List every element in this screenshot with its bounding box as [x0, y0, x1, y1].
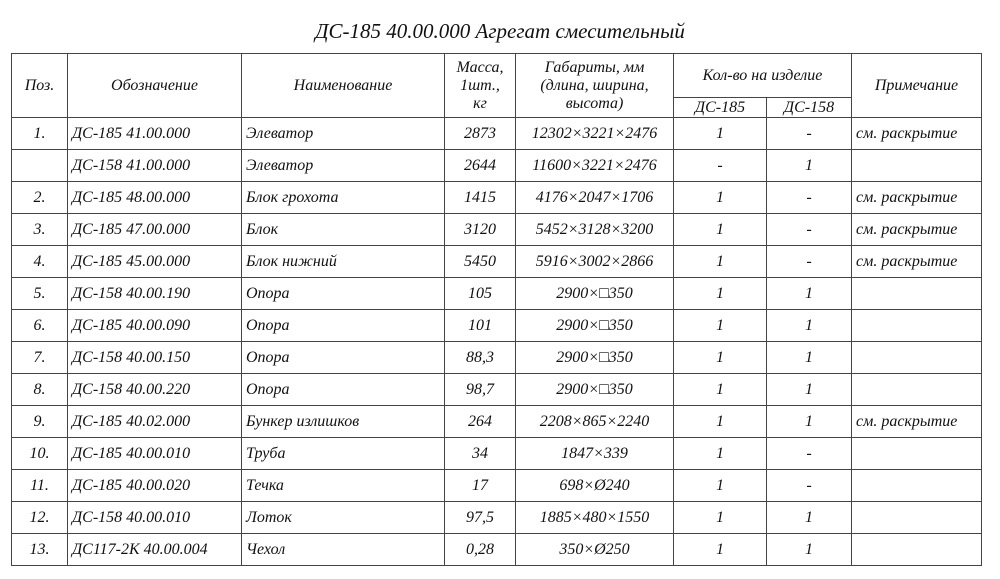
cell-mass: 101	[445, 310, 516, 342]
cell-note	[852, 502, 982, 534]
cell-dimensions: 2900×□350	[516, 310, 674, 342]
cell-note	[852, 534, 982, 566]
cell-note: см. раскрытие	[852, 406, 982, 438]
cell-mass: 0,28	[445, 534, 516, 566]
cell-pos: 1.	[12, 118, 68, 150]
cell-qty-ds185: 1	[674, 406, 767, 438]
cell-designation: ДС117-2К 40.00.004	[68, 534, 242, 566]
cell-dimensions: 12302×3221×2476	[516, 118, 674, 150]
table-row	[12, 278, 982, 310]
cell-pos: 13.	[12, 534, 68, 566]
cell-name: Блок нижний	[242, 246, 445, 278]
header-dimensions-line: Габариты, мм	[544, 58, 645, 76]
cell-designation: ДС-158 40.00.190	[68, 278, 242, 310]
cell-dimensions: 698×Ø240	[516, 470, 674, 502]
cell-name: Элеватор	[242, 150, 445, 182]
cell-pos	[12, 150, 68, 182]
cell-mass: 2873	[445, 118, 516, 150]
cell-name: Блок грохота	[242, 182, 445, 214]
cell-name: Блок	[242, 214, 445, 246]
cell-qty-ds185: 1	[674, 502, 767, 534]
header-dimensions-line: (длина, ширина,	[540, 76, 649, 94]
cell-note	[852, 438, 982, 470]
cell-mass: 105	[445, 278, 516, 310]
cell-pos: 10.	[12, 438, 68, 470]
cell-mass: 97,5	[445, 502, 516, 534]
header-mass-line: кг	[473, 94, 487, 112]
cell-pos: 11.	[12, 470, 68, 502]
table-row	[12, 150, 982, 182]
cell-dimensions: 11600×3221×2476	[516, 150, 674, 182]
table-row	[12, 342, 982, 374]
header-qty-ds185: ДС-185	[674, 98, 767, 118]
header-designation: Обозначение	[68, 54, 242, 118]
specification-table	[11, 53, 982, 566]
table-row	[12, 246, 982, 278]
cell-dimensions: 1847×339	[516, 438, 674, 470]
cell-pos: 6.	[12, 310, 68, 342]
cell-name: Бункер излишков	[242, 406, 445, 438]
cell-qty-ds158: 1	[767, 150, 852, 182]
cell-qty-ds158: 1	[767, 278, 852, 310]
cell-qty-ds158: -	[767, 438, 852, 470]
cell-qty-ds185: 1	[674, 310, 767, 342]
cell-qty-ds158: 1	[767, 534, 852, 566]
table-row	[12, 406, 982, 438]
cell-note	[852, 150, 982, 182]
cell-designation: ДС-158 41.00.000	[68, 150, 242, 182]
header-mass	[445, 54, 516, 118]
cell-note: см. раскрытие	[852, 182, 982, 214]
header-note: Примечание	[852, 54, 982, 118]
table-row	[12, 182, 982, 214]
cell-dimensions: 5916×3002×2866	[516, 246, 674, 278]
cell-mass: 2644	[445, 150, 516, 182]
cell-dimensions: 350×Ø250	[516, 534, 674, 566]
table-row	[12, 502, 982, 534]
cell-qty-ds185: 1	[674, 118, 767, 150]
cell-name: Труба	[242, 438, 445, 470]
cell-designation: ДС-185 40.00.090	[68, 310, 242, 342]
cell-designation: ДС-185 40.00.020	[68, 470, 242, 502]
cell-qty-ds185: 1	[674, 182, 767, 214]
cell-dimensions: 2900×□350	[516, 342, 674, 374]
cell-designation: ДС-158 40.00.010	[68, 502, 242, 534]
table-row	[12, 118, 982, 150]
cell-mass: 3120	[445, 214, 516, 246]
table-row	[12, 470, 982, 502]
cell-name: Опора	[242, 374, 445, 406]
table-row	[12, 438, 982, 470]
cell-designation: ДС-185 47.00.000	[68, 214, 242, 246]
cell-designation: ДС-185 45.00.000	[68, 246, 242, 278]
cell-mass: 98,7	[445, 374, 516, 406]
cell-pos: 8.	[12, 374, 68, 406]
cell-pos: 2.	[12, 182, 68, 214]
cell-pos: 5.	[12, 278, 68, 310]
cell-note: см. раскрытие	[852, 246, 982, 278]
cell-qty-ds158: 1	[767, 406, 852, 438]
cell-note	[852, 278, 982, 310]
header-row	[12, 54, 982, 98]
cell-qty-ds185: 1	[674, 278, 767, 310]
cell-qty-ds158: 1	[767, 342, 852, 374]
cell-pos: 3.	[12, 214, 68, 246]
cell-qty-ds158: -	[767, 214, 852, 246]
cell-dimensions: 2208×865×2240	[516, 406, 674, 438]
cell-qty-ds158: 1	[767, 502, 852, 534]
cell-designation: ДС-185 41.00.000	[68, 118, 242, 150]
cell-qty-ds158: -	[767, 470, 852, 502]
document-title: ДС-185 40.00.000 Агрегат смесительный	[315, 19, 685, 43]
header-dimensions-line: высота)	[565, 94, 624, 112]
cell-mass: 264	[445, 406, 516, 438]
cell-designation: ДС-185 48.00.000	[68, 182, 242, 214]
header-name: Наименование	[242, 54, 445, 118]
cell-note: см. раскрытие	[852, 214, 982, 246]
cell-name: Опора	[242, 278, 445, 310]
table-row	[12, 214, 982, 246]
cell-pos: 12.	[12, 502, 68, 534]
cell-note	[852, 470, 982, 502]
cell-name: Опора	[242, 310, 445, 342]
cell-designation: ДС-158 40.00.150	[68, 342, 242, 374]
cell-mass: 17	[445, 470, 516, 502]
cell-qty-ds158: -	[767, 118, 852, 150]
cell-qty-ds158: 1	[767, 310, 852, 342]
cell-qty-ds185: 1	[674, 438, 767, 470]
cell-pos: 4.	[12, 246, 68, 278]
cell-dimensions: 4176×2047×1706	[516, 182, 674, 214]
cell-pos: 7.	[12, 342, 68, 374]
cell-qty-ds185: -	[674, 150, 767, 182]
header-mass-line: Масса,	[456, 58, 504, 76]
cell-dimensions: 2900×□350	[516, 278, 674, 310]
cell-qty-ds185: 1	[674, 534, 767, 566]
cell-mass: 5450	[445, 246, 516, 278]
cell-qty-ds185: 1	[674, 470, 767, 502]
table-row	[12, 374, 982, 406]
cell-note: см. раскрытие	[852, 118, 982, 150]
header-mass-line: 1шт.,	[460, 76, 500, 94]
header-quantity: Кол-во на изделие	[674, 54, 852, 98]
cell-name: Опора	[242, 342, 445, 374]
table-row	[12, 310, 982, 342]
cell-designation: ДС-185 40.02.000	[68, 406, 242, 438]
cell-name: Течка	[242, 470, 445, 502]
cell-dimensions: 5452×3128×3200	[516, 214, 674, 246]
cell-name: Лоток	[242, 502, 445, 534]
cell-note	[852, 374, 982, 406]
cell-qty-ds185: 1	[674, 246, 767, 278]
cell-name: Элеватор	[242, 118, 445, 150]
cell-name: Чехол	[242, 534, 445, 566]
cell-mass: 88,3	[445, 342, 516, 374]
cell-pos: 9.	[12, 406, 68, 438]
cell-qty-ds158: -	[767, 246, 852, 278]
cell-mass: 34	[445, 438, 516, 470]
cell-note	[852, 342, 982, 374]
cell-designation: ДС-158 40.00.220	[68, 374, 242, 406]
table-row	[12, 534, 982, 566]
cell-qty-ds158: -	[767, 182, 852, 214]
cell-note	[852, 310, 982, 342]
cell-mass: 1415	[445, 182, 516, 214]
cell-qty-ds158: 1	[767, 374, 852, 406]
cell-designation: ДС-185 40.00.010	[68, 438, 242, 470]
cell-dimensions: 1885×480×1550	[516, 502, 674, 534]
cell-qty-ds185: 1	[674, 214, 767, 246]
cell-dimensions: 2900×□350	[516, 374, 674, 406]
header-dimensions	[516, 54, 674, 118]
cell-qty-ds185: 1	[674, 342, 767, 374]
header-pos: Поз.	[12, 54, 68, 118]
cell-qty-ds185: 1	[674, 374, 767, 406]
header-qty-ds158: ДС-158	[767, 98, 852, 118]
